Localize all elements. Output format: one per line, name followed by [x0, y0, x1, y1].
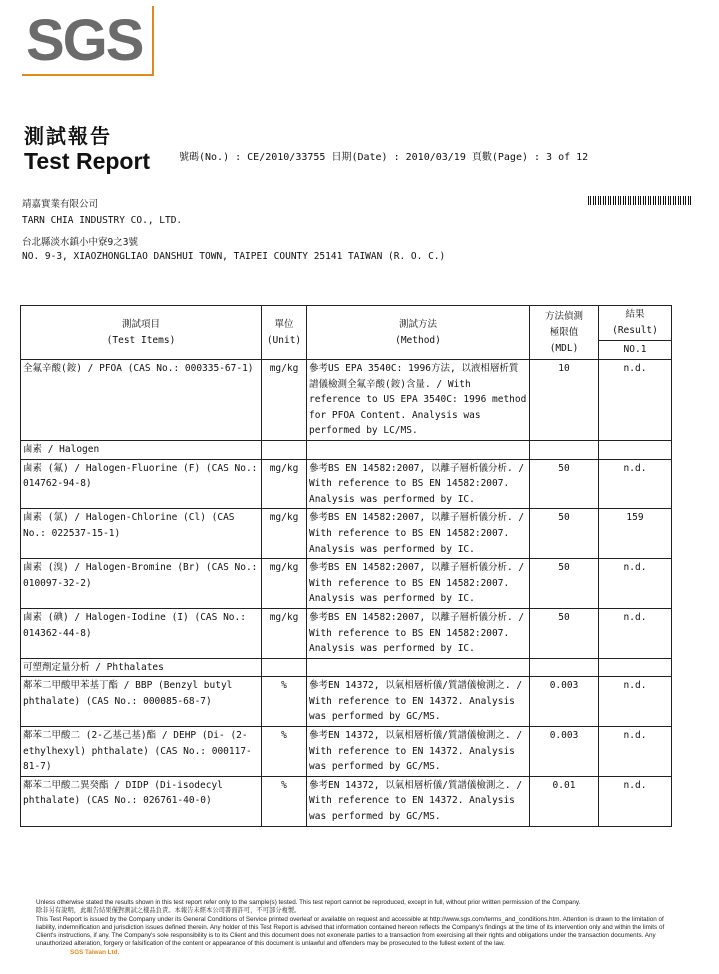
header-test-items [21, 306, 262, 360]
report-title-chinese: 測試報告 [24, 124, 112, 148]
cell-mdl: 50 [530, 559, 599, 609]
table-row [21, 677, 672, 727]
cell-result: n.d. [599, 727, 672, 777]
cell-mdl: 0.003 [530, 677, 599, 727]
cell-result: n.d. [599, 677, 672, 727]
header-test-items-cn: 測試項目 [121, 318, 160, 330]
cell-mdl: 0.01 [530, 776, 599, 826]
sgs-logo [22, 6, 154, 74]
cell-item: 鹵素 (溴) / Halogen-Bromine (Br) (CAS No.: 010097-32-2) [21, 559, 262, 609]
client-name-chinese: 靖嘉實業有限公司 [22, 199, 99, 210]
table-row [21, 509, 672, 559]
empty-cell [307, 440, 530, 459]
cell-mdl: 50 [530, 608, 599, 658]
cell-mdl: 0.003 [530, 727, 599, 777]
table-row [21, 360, 672, 441]
header-mdl-en: (MDL) [549, 342, 579, 354]
logo-text: SGS [26, 8, 143, 73]
barcode-icon [588, 196, 692, 205]
cell-method: 參考BS EN 14582:2007, 以離子層析儀分析. / With reference to BS EN 14582:2007. Analysis was performed by IC. [307, 559, 530, 609]
client-address-chinese: 台北縣淡水鎮小中寮9之3號 [22, 237, 138, 248]
report-reference-line: 號碼(No.) : CE/2010/33755 日期(Date) : 2010/03/19 頁數(Page) : 3 of 12 [179, 152, 589, 163]
cell-result: n.d. [599, 559, 672, 609]
table-row [21, 608, 672, 658]
cell-method: 參考US EPA 3540C: 1996方法, 以液相層析質譜儀檢測全氟辛酸(銨)含量. / With reference to US EPA 3540C: 1996 method for PFOA Content. Analysis was performed by LC/MS. [307, 360, 530, 441]
footer-terms: This Test Report is issued by the Company under its General Conditions of Service printed overleaf or available on request and accessible at http://www.sgs.com/terms_and_conditions.htm. Attention is drawn to the limitation of liability, indemnification and jurisdiction issues defined therein. Any holder of this Test Report is advised that information contained hereon reflects the Company's findings at the time of its intervention only and within the limits of Client's instructions, if any. The Company's sole responsibility is to its Client and this document does not exonerate parties to a transaction from exercising all their rights and obligations under the transaction documents. Any unauthorized alteration, forgery or falsification of the content or appearance of this document is unlawful and offenders may be prosecuted to the fullest extent of the law. [36, 915, 665, 948]
header-result-cn: 結果 [625, 309, 645, 320]
header-result [599, 306, 672, 341]
cell-mdl: 10 [530, 360, 599, 441]
cell-item: 鄰苯二甲酸甲苯基丁酯 / BBP (Benzyl butyl phthalate) (CAS No.: 000085-68-7) [21, 677, 262, 727]
cell-item: 鹵素 (碘) / Halogen-Iodine (I) (CAS No.: 014362-44-8) [21, 608, 262, 658]
cell-unit: mg/kg [262, 608, 307, 658]
cell-unit: mg/kg [262, 360, 307, 441]
section-row [21, 658, 672, 677]
empty-cell [599, 440, 672, 459]
header-unit [262, 306, 307, 360]
legal-footer [36, 899, 666, 957]
header-sample-no: NO.1 [599, 341, 672, 360]
header-method [307, 306, 530, 360]
cell-mdl: 50 [530, 459, 599, 509]
cell-method: 參考EN 14372, 以氣相層析儀/質譜儀檢測之. / With reference to EN 14372. Analysis was performed by GC/MS. [307, 677, 530, 727]
footer-disclaimer-cn: 除非另有說明，此報告結果僅對測試之樣品負責。本報告未經本公司書面許可，不可部分複製。 [36, 907, 301, 915]
header-mdl-cn: 方法偵測 [544, 310, 583, 322]
client-name-english: TARN CHIA INDUSTRY CO., LTD. [22, 215, 183, 226]
cell-result: n.d. [599, 459, 672, 509]
client-address-english: NO. 9-3, XIAOZHONGLIAO DANSHUI TOWN, TAIPEI COUNTY 25141 TAIWAN (R. O. C.) [22, 251, 446, 262]
table-header-row [21, 306, 672, 341]
cell-unit: % [262, 677, 307, 727]
empty-cell [262, 440, 307, 459]
cell-unit: % [262, 727, 307, 777]
cell-mdl: 50 [530, 509, 599, 559]
header-unit-en: (Unit) [266, 334, 302, 346]
cell-item: 鄰苯二甲酸二 (2-乙基己基)酯 / DEHP (Di- (2-ethylhexyl) phthalate) (CAS No.: 000117-81-7) [21, 727, 262, 777]
cell-unit: mg/kg [262, 459, 307, 509]
cell-item: 鄰苯二甲酸二異癸酯 / DIDP (Di-isodecyl phthalate) (CAS No.: 026761-40-0) [21, 776, 262, 826]
logo-divider-horizontal [22, 74, 154, 76]
header-method-cn: 測試方法 [398, 318, 437, 330]
cell-unit: mg/kg [262, 509, 307, 559]
empty-cell [530, 440, 599, 459]
cell-unit: % [262, 776, 307, 826]
table-row [21, 559, 672, 609]
section-halogen: 鹵素 / Halogen [21, 440, 262, 459]
empty-cell [599, 658, 672, 677]
empty-cell [262, 658, 307, 677]
cell-item: 鹵素 (氯) / Halogen-Chlorine (Cl) (CAS No.: 022537-15-1) [21, 509, 262, 559]
cell-method: 參考BS EN 14582:2007, 以離子層析儀分析. / With reference to BS EN 14582:2007. Analysis was performed by IC. [307, 509, 530, 559]
footer-brand: SGS Taiwan Ltd. [70, 948, 120, 956]
cell-result: n.d. [599, 360, 672, 441]
table-row [21, 727, 672, 777]
logo-divider-vertical [152, 6, 154, 76]
cell-item: 全氟辛酸(銨) / PFOA (CAS No.: 000335-67-1) [21, 360, 262, 441]
header-mdl [530, 306, 599, 360]
header-mdl-cn2: 極限值 [549, 326, 579, 338]
section-row [21, 440, 672, 459]
cell-method: 參考BS EN 14582:2007, 以離子層析儀分析. / With reference to BS EN 14582:2007. Analysis was performed by IC. [307, 459, 530, 509]
cell-result: 159 [599, 509, 672, 559]
empty-cell [530, 658, 599, 677]
header-test-items-en: (Test Items) [106, 334, 176, 346]
cell-unit: mg/kg [262, 559, 307, 609]
cell-method: 參考EN 14372, 以氣相層析儀/質譜儀檢測之. / With reference to EN 14372. Analysis was performed by GC/MS. [307, 776, 530, 826]
cell-method: 參考BS EN 14582:2007, 以離子層析儀分析. / With reference to BS EN 14582:2007. Analysis was performed by IC. [307, 608, 530, 658]
footer-disclaimer-en: Unless otherwise stated the results shown in this test report refer only to the sample(s) tested. This test report cannot be reproduced, except in full, without prior written permission of the Company. [36, 899, 581, 906]
cell-result: n.d. [599, 776, 672, 826]
table-row [21, 459, 672, 509]
header-unit-cn: 單位 [274, 318, 294, 330]
header-result-en: (Result) [612, 325, 658, 336]
empty-cell [307, 658, 530, 677]
cell-method: 參考EN 14372, 以氣相層析儀/質譜儀檢測之. / With reference to EN 14372. Analysis was performed by GC/MS. [307, 727, 530, 777]
cell-result: n.d. [599, 608, 672, 658]
report-title-english: Test Report [24, 148, 151, 174]
section-phthalates: 可塑劑定量分析 / Phthalates [21, 658, 262, 677]
table-row [21, 776, 672, 826]
cell-item: 鹵素 (氟) / Halogen-Fluorine (F) (CAS No.: 014762-94-8) [21, 459, 262, 509]
header-method-en: (Method) [395, 334, 441, 346]
test-results-table [20, 305, 672, 827]
